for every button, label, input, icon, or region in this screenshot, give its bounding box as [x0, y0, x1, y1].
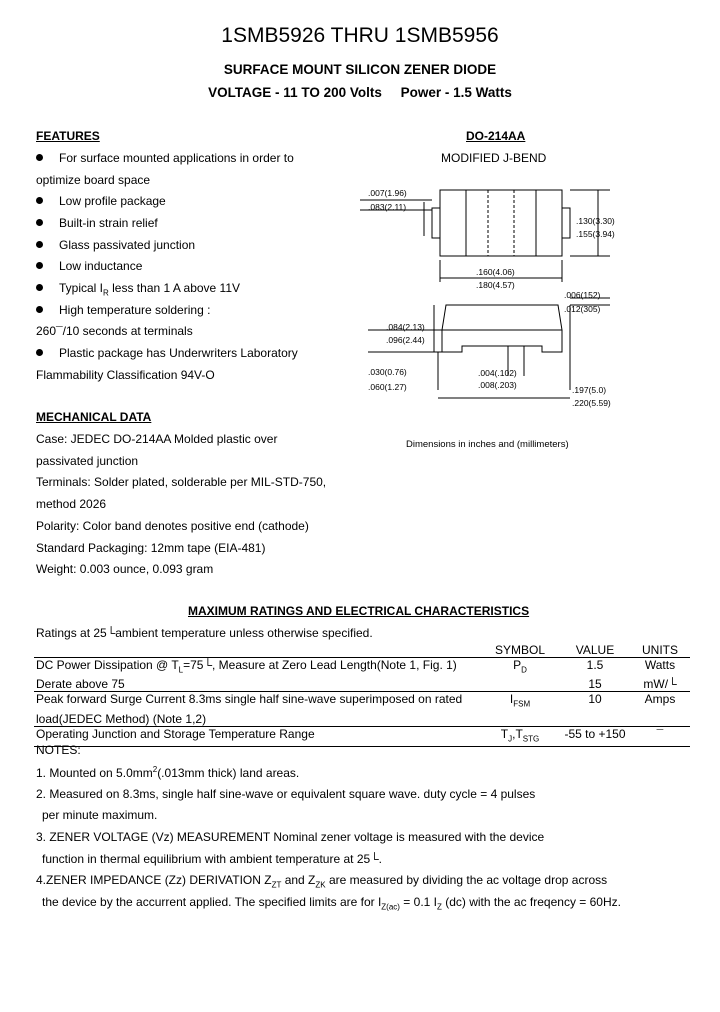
ratings-heading: MAXIMUM RATINGS AND ELECTRICAL CHARACTERISTICS	[188, 604, 530, 618]
mechanical-line: passivated junction	[36, 454, 139, 468]
mechanical-line: method 2026	[36, 497, 107, 511]
dim-label: .155(3.94)	[576, 229, 615, 239]
table-row: Peak forward Surge Current 8.3ms single half sine-wave superimposed on rated $I_{FSM}$ 10 Amps	[36, 692, 676, 709]
bullet-icon	[36, 349, 43, 356]
feature-item: Glass passivated junction	[36, 238, 195, 252]
dim-label: .180(4.57)	[476, 280, 515, 290]
dimension-caption: Dimensions in inches and (millimeters)	[406, 439, 569, 450]
dim-label: .083(2.11)	[368, 202, 407, 212]
note-4: 4.ZENER IMPEDANCE (Zz) DERIVATION $Z_{ZT}$ and $Z_{ZK}$ are measured by dividing the ac voltage drop across	[36, 873, 608, 890]
bullet-icon	[36, 219, 43, 226]
package-outline-diagram	[338, 180, 628, 412]
dim-label: .160(4.06)	[476, 267, 515, 277]
dim-label: .030(0.76)	[368, 367, 407, 377]
dim-label: .084(2.13)	[386, 322, 425, 332]
voltage-power-line	[0, 85, 720, 100]
feature-item: Low profile package	[36, 194, 166, 208]
column-header: VALUE	[560, 643, 630, 658]
package-bend-type: MODIFIED J-BEND	[441, 151, 547, 165]
note-2-continued: per minute maximum.	[42, 808, 158, 822]
table-row: Operating Junction and Storage Temperature Range $T_J,T_{STG}$ -55 to +150 ¯	[34, 726, 690, 746]
bullet-icon	[36, 241, 43, 248]
page-subtitle: SURFACE MOUNT SILICON ZENER DIODE	[223, 62, 497, 77]
package-body-top-view	[440, 190, 562, 256]
mechanical-line: Terminals: Solder plated, solderable per MIL-STD-750,	[36, 475, 327, 489]
column-header: UNITS	[630, 643, 690, 658]
bullet-icon	[36, 306, 43, 313]
mechanical-heading: MECHANICAL DATA	[36, 410, 152, 424]
lead-left	[432, 208, 440, 238]
note-4-continued: the device by the accurrent applied. The specified limits are for $I_{Z(ac)} = 0.1$ $I_Z$ (dc) with the ac freqency = 60Hz.	[42, 895, 621, 912]
dim-label: .130(3.30)	[576, 216, 615, 226]
dim-label: .008(.203)	[478, 380, 517, 390]
bullet-icon	[36, 262, 43, 269]
feature-item: Built-in strain relief	[36, 216, 158, 230]
bullet-icon	[36, 284, 43, 291]
note-3: 3. ZENER VOLTAGE (Vz) MEASUREMENT Nominal zener voltage is measured with the device	[36, 830, 545, 844]
feature-item-continued: 260¯/10 seconds at terminals	[36, 324, 193, 338]
package-name: DO-214AA	[466, 129, 526, 143]
package-body-side-view	[442, 305, 562, 330]
note-3-continued: function in thermal equilibrium with ambient temperature at 25└.	[42, 852, 383, 866]
voltage-range: VOLTAGE - 11 TO 200 Volts	[208, 85, 382, 100]
feature-item: Low inductance	[36, 259, 142, 273]
note-1: 1. Mounted on $5.0mm^2(.013mm$ thick) land areas.	[36, 765, 300, 780]
table-header-row	[34, 643, 690, 658]
feature-item-continued: Flammability Classification 94V-O	[36, 368, 215, 382]
table-row: load(JEDEC Method) (Note 1,2)	[34, 712, 690, 727]
dim-label: .060(1.27)	[368, 382, 407, 392]
dim-label: .006(152)	[564, 290, 601, 300]
dim-label: .012(305)	[564, 304, 601, 314]
bullet-icon	[36, 197, 43, 204]
bullet-icon	[36, 154, 43, 161]
mechanical-line: Weight: 0.003 ounce, 0.093 gram	[36, 562, 214, 576]
feature-item: Plastic package has Underwriters Laboratory	[36, 346, 298, 360]
power-rating: Power - 1.5 Watts	[400, 85, 512, 100]
column-header: SYMBOL	[480, 643, 560, 658]
table-row: Derate above 75 15 mW/└	[34, 677, 690, 692]
note-2: 2. Measured on 8.3ms, single half sine-wave or equivalent square wave. duty cycle = 4 pulses	[36, 787, 536, 801]
notes-heading: NOTES:	[36, 743, 81, 757]
lead-right	[562, 208, 570, 238]
page-title: 1SMB5926 THRU 1SMB5956	[221, 24, 499, 47]
feature-item: Typical $I_R$ less than 1 A above 11V	[36, 281, 240, 297]
ratings-table	[34, 643, 690, 747]
dim-label: .004(.102)	[478, 368, 517, 378]
dim-label: .220(5.59)	[572, 398, 611, 408]
ratings-note: Ratings at 25└ambient temperature unless otherwise specified.	[36, 626, 373, 640]
table-row: DC Power Dissipation @ $T_L=75└$, Measure at Zero Lead Length(Note 1, Fig. 1) $P_D$ 1.5 Watts	[36, 658, 676, 675]
features-heading: FEATURES	[36, 129, 100, 143]
feature-item: For surface mounted applications in order to	[36, 151, 294, 165]
feature-item: High temperature soldering :	[36, 303, 210, 317]
feature-item-continued: optimize board space	[36, 173, 151, 187]
dim-label: .096(2.44)	[386, 335, 425, 345]
mechanical-line: Case: JEDEC DO-214AA Molded plastic over	[36, 432, 278, 446]
dim-label: .007(1.96)	[368, 188, 407, 198]
mechanical-line: Polarity: Color band denotes positive end (cathode)	[36, 519, 309, 533]
mechanical-line: Standard Packaging: 12mm tape (EIA-481)	[36, 541, 266, 555]
dim-label: .197(5.0)	[572, 385, 607, 395]
